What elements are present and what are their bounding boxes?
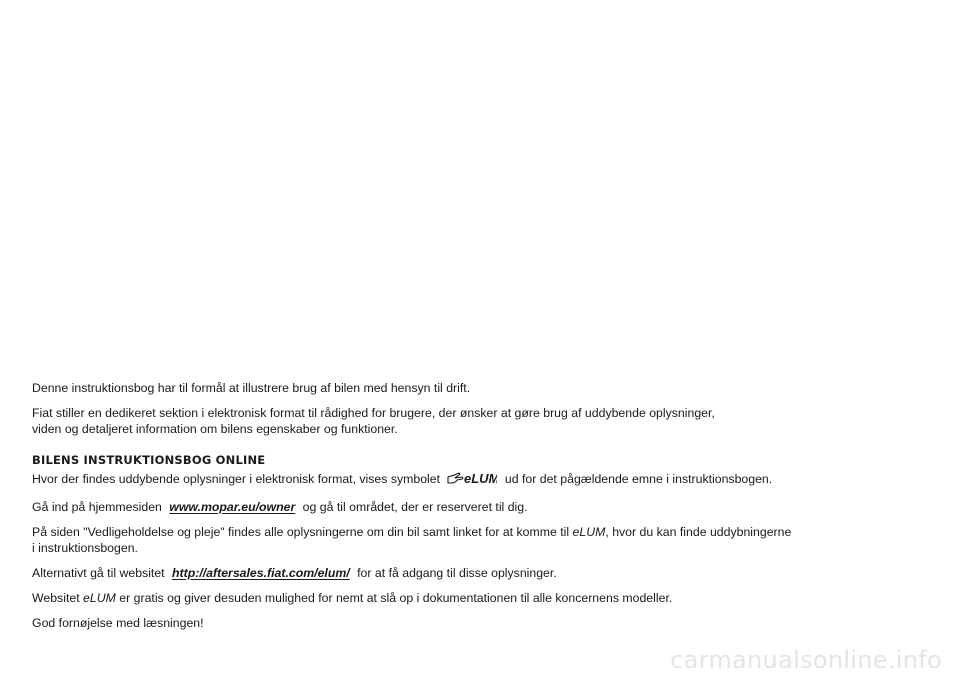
- website-text-before: Gå ind på hjemmesiden: [32, 500, 162, 514]
- symbol-paragraph: [32, 468, 912, 490]
- intro-paragraph-2: [32, 405, 912, 437]
- elum-website-text-before: Websitet: [32, 591, 80, 605]
- intro-text-2a: Fiat stiller en dedikeret sektion i elektronisk format til rådighed for brugere, der ønsker at gøre brug af uddybende oplysninger,: [32, 406, 715, 420]
- document-content: [32, 380, 912, 631]
- closing-text: God fornøjelse med læsningen!: [32, 616, 204, 630]
- elum-website-paragraph: [32, 590, 912, 606]
- website-paragraph: [32, 499, 912, 515]
- closing-paragraph: [32, 615, 912, 631]
- elum-website-text-after: er gratis og giver desuden mulighed for nemt at slå op i dokumentationen til alle koncernens modeller.: [119, 591, 673, 605]
- maintenance-text-line2: i instruktionsbogen.: [32, 541, 138, 555]
- website-text-after: og gå til området, der er reserveret til dig.: [302, 500, 528, 514]
- elum-term: eLUM: [572, 525, 606, 539]
- maintenance-text-after: , hvor du kan finde uddybningerne: [605, 525, 792, 539]
- intro-text-2b: viden og detaljeret information om bilens egenskaber og funktioner.: [32, 422, 398, 436]
- elum-hand-icon: [447, 468, 497, 490]
- symbol-text-before: Hvor der findes uddybende oplysninger i elektronisk format, vises symbolet: [32, 472, 441, 486]
- mopar-owner-link[interactable]: www.mopar.eu/owner: [169, 500, 296, 514]
- aftersales-elum-link[interactable]: http://aftersales.fiat.com/elum/: [172, 566, 350, 580]
- elum-term-2: eLUM: [83, 591, 116, 605]
- intro-paragraph-1: [32, 380, 912, 396]
- alternative-paragraph: [32, 565, 912, 581]
- watermark: carmanualsonline.info: [670, 646, 942, 674]
- maintenance-paragraph: [32, 524, 912, 556]
- section-heading: BILENS INSTRUKTIONSBOG ONLINE: [32, 453, 266, 467]
- alternative-text-after: for at få adgang til disse oplysninger.: [357, 566, 557, 580]
- intro-text-1: Denne instruktionsbog har til formål at illustrere brug af bilen med hensyn til drift.: [32, 381, 471, 395]
- symbol-text-after: ud for det pågældende emne i instruktionsbogen.: [504, 472, 773, 486]
- elum-symbol-text: eLUM: [464, 471, 498, 486]
- maintenance-text-before: På siden "Vedligeholdelse og pleje" findes alle oplysningerne om din bil samt linket for at komme til: [32, 525, 570, 539]
- alternative-text-before: Alternativt gå til websitet: [32, 566, 165, 580]
